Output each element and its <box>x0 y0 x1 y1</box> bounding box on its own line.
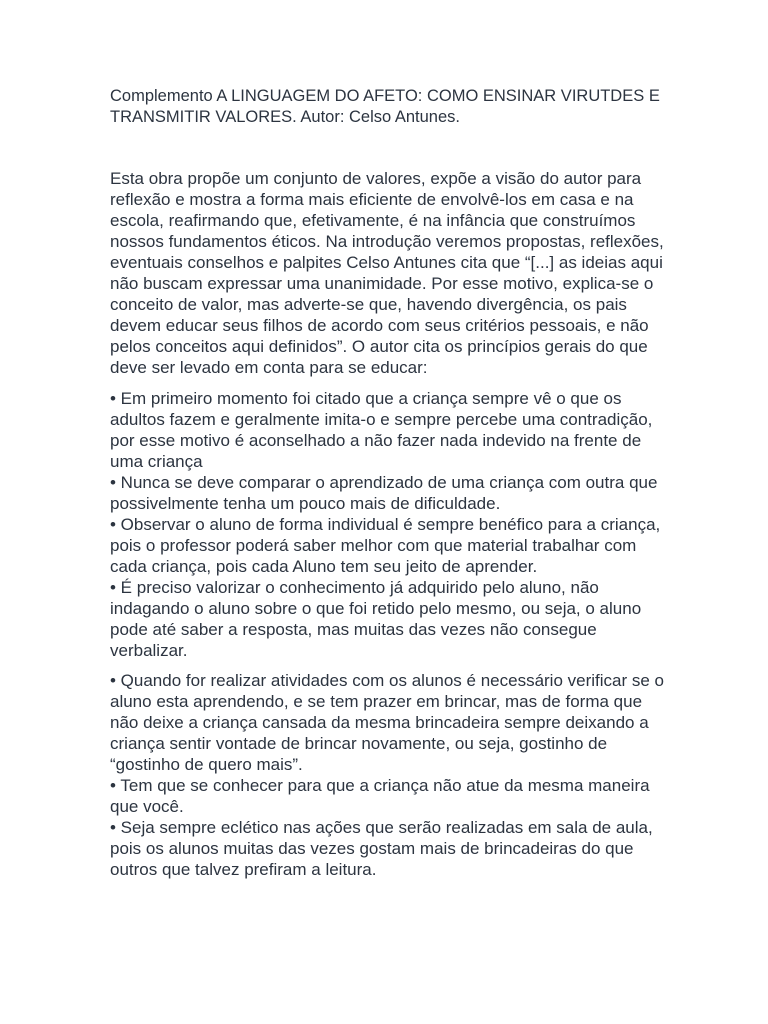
list-item: • Quando for realizar atividades com os alunos é necessário verificar se o aluno esta aprendendo, e se tem prazer em brincar, mas de forma que não deixe a criança cansada da mesma brincadeira sempre deixando a criança sentir vontade de brincar novamente, ou seja, gostinho de “gostinho de quero mais”. <box>110 671 665 774</box>
intro-paragraph: Esta obra propõe um conjunto de valores, expõe a visão do autor para reflexão e mostra a forma mais eficiente de envolvê-los em casa e na escola, reafirmando que, efetivamente, é na infância que construímos nossos fundamentos éticos. Na introdução veremos propostas, reflexões, eventuais conselhos e palpites Celso Antunes cita que “[...] as ideias aqui não buscam expressar uma unanimidade. Por esse motivo, explica-se o conceito de valor, mas adverte-se que, havendo divergência, os pais devem educar seus filhos de acordo com seus critérios pessoais, e não pelos conceitos aqui definidos”. O autor cita os princípios gerais do que deve ser levado em conta para se educar: <box>110 169 664 377</box>
list-item: • Em primeiro momento foi citado que a criança sempre vê o que os adultos fazem e geralmente imita-o e sempre percebe uma contradição, por esse motivo é aconselhado a não fazer nada indevido na frente de uma criança <box>110 389 653 471</box>
principles-list-1 <box>110 388 670 661</box>
list-item: • É preciso valorizar o conhecimento já adquirido pelo aluno, não indagando o aluno sobre o que foi retido pelo mesmo, ou seja, o aluno pode até saber a resposta, mas muitas das vezes não consegue verbalizar. <box>110 578 642 660</box>
list-item: • Observar o aluno de forma individual é sempre benéfico para a criança, pois o professor poderá saber melhor com que material trabalhar com cada criança, pois cada Aluno tem seu jeito de aprender. <box>110 515 661 576</box>
document-heading: Complemento A LINGUAGEM DO AFETO: COMO ENSINAR VIRUTDES E TRANSMITIR VALORES. Autor: Celso Antunes. <box>110 87 660 126</box>
principles-list-2 <box>110 670 670 880</box>
list-item: • Seja sempre eclético nas ações que serão realizadas em sala de aula, pois os alunos muitas das vezes gostam mais de brincadeiras do que outros que talvez prefiram a leitura. <box>110 818 653 879</box>
list-item: • Nunca se deve comparar o aprendizado de uma criança com outra que possivelmente tenha um pouco mais de dificuldade. <box>110 473 658 513</box>
list-item: • Tem que se conhecer para que a criança não atue da mesma maneira que você. <box>110 776 650 816</box>
document-body <box>110 168 670 880</box>
